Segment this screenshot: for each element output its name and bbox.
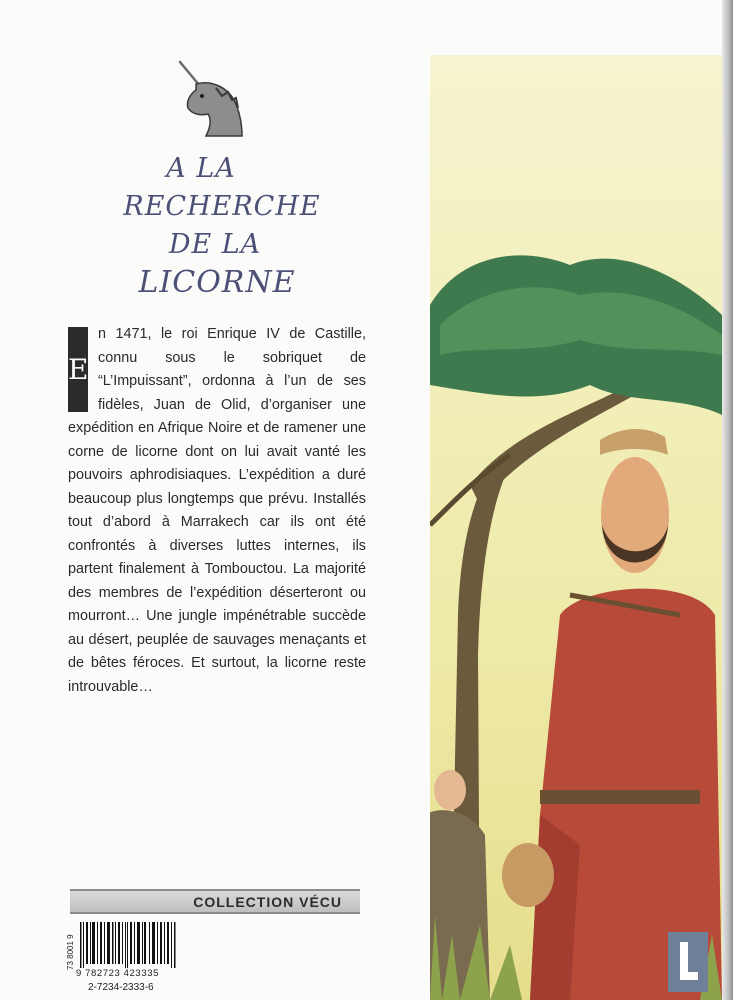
series-title-line: LICORNE (138, 265, 296, 300)
series-title-line: A LA (166, 153, 236, 184)
isbn: 2-7234-2333-6 (88, 982, 154, 993)
series-title-line: RECHERCHE (123, 191, 321, 222)
synopsis (68, 323, 366, 699)
series-title (110, 150, 330, 302)
barcode-digits: 9 782723 423335 (76, 968, 159, 979)
series-title-line: DE LA (168, 229, 262, 260)
synopsis-text: n 1471, le roi Enrique IV de Castille, connu sous le sobriquet de “L’Impuissant”, ordonna à l’un de ses fidèles, Juan de Olid, d’organiser une expédition en Afrique Noire et de ramener une corne de licorne dont on lui avait vanté les pouvoirs aphrodisiaques. L’expédition a duré beaucoup plus longtemps que prévu. Installés tout d’abord à Marrakech car ils ont été confrontés à diverses luttes internes, ils partent finalement à Tombouctou. La majorité des membres de l’expédition déserteront ou mourront… Une jungle impénétrable succède au désert, peuplée de sauvages menaçants et de bêtes féroces. Et surtout, la licorne reste introuvable… (68, 326, 366, 695)
barcode-bars (80, 922, 176, 968)
cover-edge (722, 0, 733, 1000)
collection-banner (70, 889, 360, 914)
publisher-logo-icon (668, 932, 708, 992)
dropcap: E (68, 327, 88, 412)
collection-label: COLLECTION VÉCU (193, 893, 342, 910)
barcode (66, 920, 176, 993)
unicorn-head-icon (170, 60, 250, 140)
barcode-prefix: 73 8001 9 (66, 934, 75, 970)
cover-illustration (430, 55, 722, 1000)
